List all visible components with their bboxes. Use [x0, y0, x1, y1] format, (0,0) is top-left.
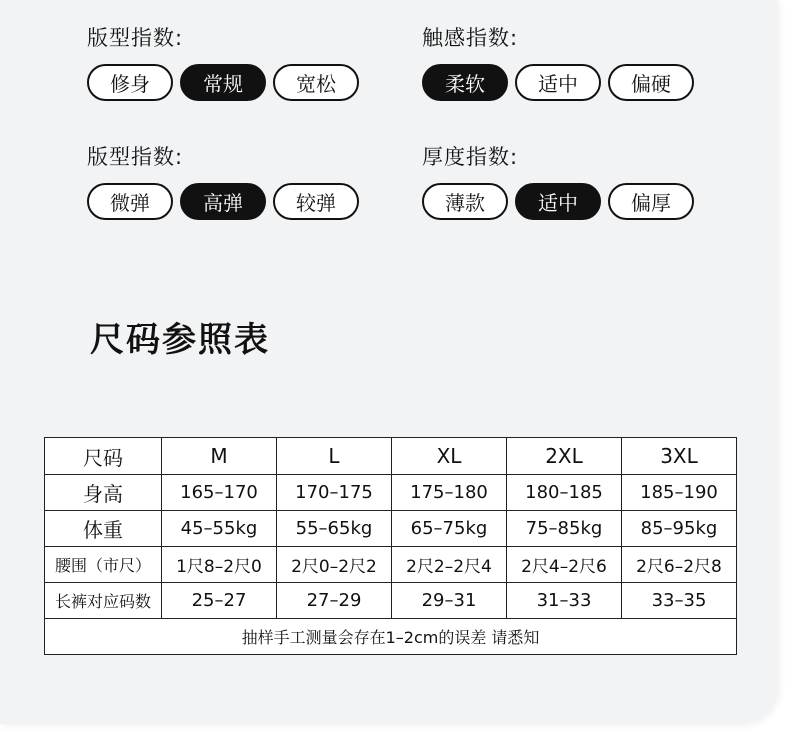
table-row [45, 511, 737, 547]
table-cell: 185–190 [622, 475, 737, 511]
table-cell: 55–65kg [277, 511, 392, 547]
option-high-stretch[interactable]: 高弹 [180, 183, 266, 220]
stretch-index-group [87, 143, 359, 220]
header-cell: 3XL [622, 438, 737, 475]
table-cell: 2尺4–2尺6 [507, 547, 622, 583]
row-label: 身高 [45, 475, 162, 511]
option-soft[interactable]: 柔软 [422, 64, 508, 101]
row-label: 腰围（市尺） [45, 547, 162, 583]
size-chart-title: 尺码参照表 [90, 320, 270, 360]
table-cell: 2尺2–2尺4 [392, 547, 507, 583]
option-thick[interactable]: 偏厚 [608, 183, 694, 220]
fit-index-group [87, 24, 359, 101]
row-label: 体重 [45, 511, 162, 547]
table-cell: 170–175 [277, 475, 392, 511]
measurement-note: 抽样手工测量会存在1–2cm的误差 请悉知 [45, 619, 737, 655]
table-cell: 175–180 [392, 475, 507, 511]
table-cell: 2尺0–2尺2 [277, 547, 392, 583]
option-moderate-stretch[interactable]: 较弹 [273, 183, 359, 220]
stretch-index-label: 版型指数: [87, 145, 184, 169]
option-thin[interactable]: 薄款 [422, 183, 508, 220]
size-chart-table [44, 437, 737, 655]
table-cell: 180–185 [507, 475, 622, 511]
table-cell: 165–170 [162, 475, 277, 511]
table-cell: 1尺8–2尺0 [162, 547, 277, 583]
header-cell: M [162, 438, 277, 475]
table-row [45, 475, 737, 511]
row-label: 长裤对应码数 [45, 583, 162, 619]
table-cell: 27–29 [277, 583, 392, 619]
header-cell: XL [392, 438, 507, 475]
option-medium-touch[interactable]: 适中 [515, 64, 601, 101]
table-cell: 33–35 [622, 583, 737, 619]
table-cell: 31–33 [507, 583, 622, 619]
option-slim[interactable]: 修身 [87, 64, 173, 101]
table-cell: 2尺6–2尺8 [622, 547, 737, 583]
thickness-index-label: 厚度指数: [422, 145, 519, 169]
table-row [45, 583, 737, 619]
option-hard[interactable]: 偏硬 [608, 64, 694, 101]
option-slight-stretch[interactable]: 微弹 [87, 183, 173, 220]
table-header-row [45, 438, 737, 475]
option-regular[interactable]: 常规 [180, 64, 266, 101]
table-cell: 25–27 [162, 583, 277, 619]
fit-index-label: 版型指数: [87, 26, 184, 50]
header-cell: 2XL [507, 438, 622, 475]
table-note-row [45, 619, 737, 655]
table-cell: 65–75kg [392, 511, 507, 547]
option-loose[interactable]: 宽松 [273, 64, 359, 101]
thickness-index-group [422, 143, 694, 220]
header-cell: 尺码 [45, 438, 162, 475]
table-row [45, 547, 737, 583]
table-cell: 29–31 [392, 583, 507, 619]
table-cell: 85–95kg [622, 511, 737, 547]
table-cell: 75–85kg [507, 511, 622, 547]
table-cell: 45–55kg [162, 511, 277, 547]
header-cell: L [277, 438, 392, 475]
option-medium-thickness[interactable]: 适中 [515, 183, 601, 220]
touch-index-label: 触感指数: [422, 26, 519, 50]
touch-index-group [422, 24, 694, 101]
